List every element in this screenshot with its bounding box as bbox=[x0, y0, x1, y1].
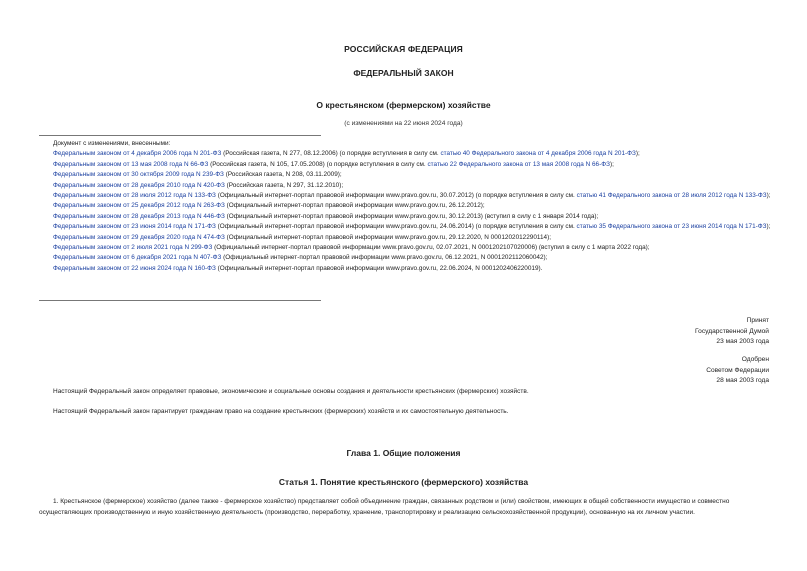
amendment-item bbox=[39, 243, 774, 253]
amendments-top-divider bbox=[39, 135, 321, 136]
amendment-article-link[interactable]: статью 41 Федерального закона от 28 июля 2012 года N 133-ФЗ bbox=[576, 192, 767, 200]
amendment-law-link[interactable]: Федеральным законом от 28 июля 2012 года N 133-ФЗ bbox=[53, 192, 216, 200]
approved-label: Одобрен bbox=[741, 356, 769, 363]
preamble-paragraph-1 bbox=[39, 386, 774, 397]
amendment-law-link[interactable]: Федеральным законом от 4 декабря 2006 года N 201-ФЗ bbox=[53, 150, 222, 158]
amendment-source-text: (Российская газета, N 208, 03.11.2009); bbox=[223, 171, 342, 179]
document-type-heading: ФЕДЕРАЛЬНЫЙ ЗАКОН bbox=[353, 68, 454, 78]
amendment-closing-text: ); bbox=[766, 192, 771, 200]
amendment-law-link[interactable]: Федеральным законом от 30 октября 2009 года N 239-ФЗ bbox=[53, 171, 224, 179]
amendment-closing-text: ); bbox=[609, 160, 614, 168]
amendment-item bbox=[39, 253, 774, 263]
amendment-item bbox=[39, 222, 774, 232]
preamble-text-1: Настоящий Федеральный закон определяет правовые, экономические и социальные основы создания и деятельности крестьянских (фермерских) хозяйств. bbox=[53, 388, 529, 395]
article-heading: Статья 1. Понятие крестьянского (фермерского) хозяйства bbox=[278, 477, 529, 487]
approved-block bbox=[706, 355, 769, 387]
chapter-heading: Глава 1. Общие положения bbox=[346, 448, 461, 458]
amendment-law-link[interactable]: Федеральным законом от 23 июня 2014 года N 171-ФЗ bbox=[53, 223, 216, 231]
amendments-bottom-divider bbox=[39, 300, 321, 301]
amendment-article-link[interactable]: статью 40 Федерального закона от 4 декабря 2006 года N 201-ФЗ bbox=[440, 150, 636, 158]
amendment-source-text: (Официальный интернет-портал правовой информации www.pravo.gov.ru, 29.12.2020, N 0001202012290114); bbox=[224, 233, 551, 241]
amendment-item bbox=[39, 160, 774, 170]
amendments-list bbox=[39, 139, 774, 274]
amendments-intro: Документ с изменениями, внесенными: bbox=[53, 140, 171, 147]
amendment-source-text: (Российская газета, N 105, 17.05.2008) (о порядке вступления в силу см. bbox=[208, 160, 428, 168]
amendment-law-link[interactable]: Федеральным законом от 29 декабря 2020 года N 474-ФЗ bbox=[53, 233, 225, 241]
preamble-text-2: Настоящий Федеральный закон гарантирует гражданам право на создание крестьянских (фермерских) хозяйств и их самостоятельную деятельность. bbox=[53, 408, 509, 415]
amendment-source-text: (Официальный интернет-портал правовой информации www.pravo.gov.ru, 02.07.2021, N 0001202107020006) (вступил в силу с 1 марта 2022 года); bbox=[212, 244, 650, 252]
accepted-date: 23 мая 2003 года bbox=[716, 338, 769, 346]
amendment-item bbox=[39, 170, 774, 180]
accepted-block bbox=[695, 316, 769, 348]
amendment-law-link[interactable]: Федеральным законом от 25 декабря 2012 года N 263-ФЗ bbox=[53, 202, 225, 210]
preamble-paragraph-2 bbox=[39, 406, 774, 417]
amendment-closing-text: ); bbox=[635, 150, 640, 158]
amendment-article-link[interactable]: статью 35 Федерального закона от 23 июня 2014 года N 171-ФЗ bbox=[576, 223, 767, 231]
accepted-label: Принят bbox=[746, 317, 769, 324]
amendment-item bbox=[39, 201, 774, 211]
revision-note: (с изменениями на 22 июня 2024 года) bbox=[344, 120, 463, 127]
amendment-source-text: (Российская газета, N 277, 08.12.2006) (о порядке вступления в силу см. bbox=[221, 150, 441, 158]
amendment-law-link[interactable]: Федеральным законом от 28 декабря 2013 года N 446-ФЗ bbox=[53, 212, 225, 220]
country-heading: РОССИЙСКАЯ ФЕДЕРАЦИЯ bbox=[344, 44, 463, 54]
approved-date: 28 мая 2003 года bbox=[716, 377, 769, 385]
amendment-source-text: (Официальный интернет-портал правовой информации www.pravo.gov.ru, 22.06.2024, N 0001202406220019). bbox=[215, 264, 543, 272]
document-title: О крестьянском (фермерском) хозяйстве bbox=[316, 100, 491, 110]
amendment-source-text: (Официальный интернет-портал правовой информации www.pravo.gov.ru, 26.12.2012); bbox=[224, 202, 485, 210]
article-paragraph-1 bbox=[39, 496, 774, 518]
amendment-law-link[interactable]: Федеральным законом от 13 мая 2008 года N 66-ФЗ bbox=[53, 160, 209, 168]
amendment-closing-text: ); bbox=[766, 223, 771, 231]
amendment-source-text: (Официальный интернет-портал правовой информации www.pravo.gov.ru, 06.12.2021, N 0001202112060042); bbox=[221, 254, 548, 262]
amendment-source-text: (Российская газета, N 297, 31.12.2010); bbox=[224, 181, 344, 189]
accepted-body: Государственной Думой bbox=[695, 327, 769, 335]
article-text-1: 1. Крестьянское (фермерское) хозяйство (далее также - фермерское хозяйство) представляет собой объединение граждан, связанных родством и (или) свойством, имеющих в общей собственности имущество и совместно осуществляющих производственную и иную хозяйственную деятельность (производство, переработку, хранение, транспортировку и реализацию сельскохозяйственной продукции), основанную на их личном участии. bbox=[39, 498, 730, 517]
amendment-source-text: (Официальный интернет-портал правовой информации www.pravo.gov.ru, 30.12.2013) (вступил в силу с 1 января 2014 года); bbox=[224, 212, 599, 220]
amendment-law-link[interactable]: Федеральным законом от 28 декабря 2010 года N 420-ФЗ bbox=[53, 181, 225, 189]
amendment-item bbox=[39, 149, 774, 159]
amendment-law-link[interactable]: Федеральным законом от 6 декабря 2021 года N 407-ФЗ bbox=[53, 254, 222, 262]
amendment-item bbox=[39, 233, 774, 243]
amendment-item bbox=[39, 181, 774, 191]
amendment-article-link[interactable]: статью 22 Федерального закона от 13 мая 2008 года N 66-ФЗ bbox=[427, 160, 610, 168]
amendment-item bbox=[39, 191, 774, 201]
amendment-source-text: (Официальный интернет-портал правовой информации www.pravo.gov.ru, 30.07.2012) (о порядке вступления в силу см. bbox=[215, 192, 577, 200]
amendment-item bbox=[39, 212, 774, 222]
approved-body: Советом Федерации bbox=[706, 366, 769, 374]
amendment-item bbox=[39, 264, 774, 274]
amendment-law-link[interactable]: Федеральным законом от 2 июля 2021 года N 299-ФЗ bbox=[53, 244, 213, 252]
amendment-law-link[interactable]: Федеральным законом от 22 июня 2024 года N 160-ФЗ bbox=[53, 264, 216, 272]
amendment-source-text: (Официальный интернет-портал правовой информации www.pravo.gov.ru, 24.06.2014) (о порядке вступления в силу см. bbox=[215, 223, 577, 231]
